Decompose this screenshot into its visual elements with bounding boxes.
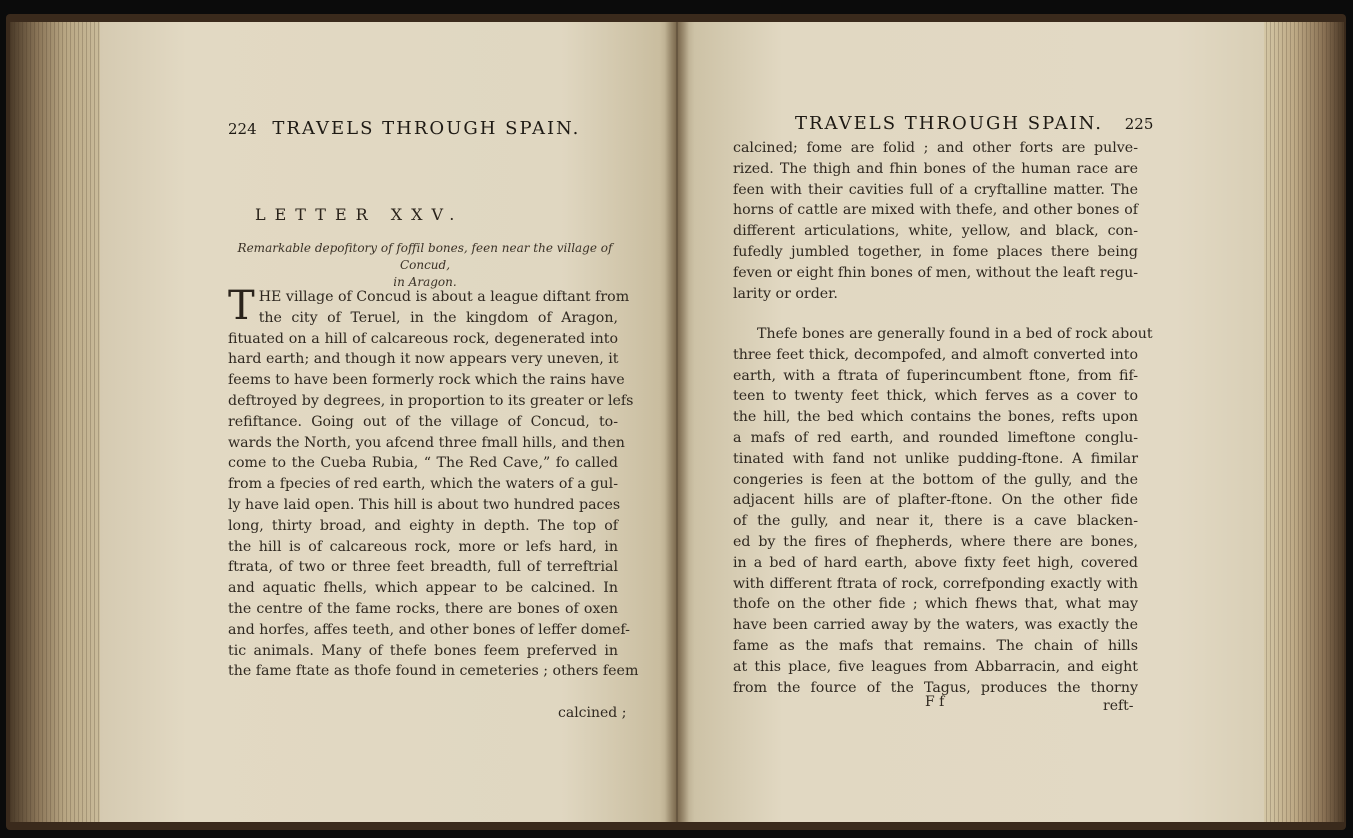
text-line: congeries is feen at the bottom of the gully, and the xyxy=(733,471,1138,488)
book-gutter xyxy=(665,22,689,822)
text-line: tic animals. Many of thefe bones feem preferved in xyxy=(228,642,618,659)
text-line: ftrata, of two or three feet breadth, full of terreftrial xyxy=(228,559,618,576)
subtitle-line: in Aragon. xyxy=(393,275,457,289)
left-running-title: TRAVELS THROUGH SPAIN. xyxy=(272,118,581,139)
text-line: from a fpecies of red earth, which the waters of a gul- xyxy=(228,476,618,493)
right-page-edges xyxy=(1262,22,1344,822)
text-line: fufedly jumbled together, in fome places there being xyxy=(733,243,1138,260)
text-line: of the gully, and near it, there is a cave blacken- xyxy=(733,513,1138,530)
left-catchword: calcined ; xyxy=(558,705,627,721)
left-page-edges xyxy=(10,22,102,822)
text-line: a mafs of red earth, and rounded limeftone conglu- xyxy=(733,429,1138,446)
text-line: earth, with a ftrata of fuperincumbent ftone, from fif- xyxy=(733,367,1138,384)
text-line: the hill, the bed which contains the bones, refts upon xyxy=(733,409,1138,426)
text-line: hard earth; and though it now appears very uneven, it xyxy=(228,351,619,368)
text-line: at this place, five leagues from Abbarracin, and eight xyxy=(733,658,1138,675)
text-line: teen to twenty feet thick, which ferves as a cover to xyxy=(733,388,1138,405)
text-line: long, thirty broad, and eighty in depth. The top of xyxy=(228,517,618,534)
text-line: adjacent hills are of plafter-ftone. On the other fide xyxy=(733,492,1138,509)
text-line: refiftance. Going out of the village of Concud, to- xyxy=(228,413,618,430)
text-line: feems to have been formerly rock which the rains have xyxy=(228,372,625,389)
left-page-number: 224 xyxy=(228,120,257,138)
text-line: feen with their cavities full of a cryftalline matter. The xyxy=(733,181,1138,198)
text-line: rized. The thigh and fhin bones of the human race are xyxy=(733,160,1138,177)
signature-mark: F f xyxy=(925,694,945,710)
text-line: three feet thick, decompofed, and almoft converted into xyxy=(733,346,1138,363)
text-line: have been carried away by the waters, was exactly the xyxy=(733,617,1138,634)
text-line: calcined; fome are folid ; and other forts are pulve- xyxy=(733,140,1138,156)
text-line: thofe on the other fide ; which fhews that, what may xyxy=(733,596,1138,613)
text-line: and aquatic fhells, which appear to be calcined. In xyxy=(228,580,618,597)
text-line: the centre of the fame rocks, there are bones of oxen xyxy=(228,600,618,617)
left-body-text xyxy=(228,283,639,682)
right-running-head xyxy=(795,113,1153,134)
text-line: fame as the mafs that remains. The chain of hills xyxy=(733,637,1138,654)
text-line: ly have laid open. This hill is about two hundred paces xyxy=(228,496,621,513)
right-page-number: 225 xyxy=(1124,115,1154,133)
text-line: horns of cattle are mixed with thefe, and other bones of xyxy=(733,202,1138,219)
text-line: deftroyed by degrees, in proportion to its greater or lefs xyxy=(228,392,634,409)
text-line: tinated with fand not unlike pudding-ftone. A fimilar xyxy=(733,450,1138,467)
right-catchword: reft- xyxy=(1103,698,1134,714)
text-line: ed by the fires of fhepherds, where there are bones, xyxy=(733,533,1138,550)
right-para-2 xyxy=(733,324,1153,698)
text-line: the city of Teruel, in the kingdom of Aragon, xyxy=(258,309,618,326)
text-line: fituated on a hill of calcareous rock, degenerated into xyxy=(228,330,618,347)
text-line: the hill is of calcareous rock, more or lefs hard, in xyxy=(228,538,618,555)
text-line: HE village of Concud is about a league diftant from xyxy=(258,289,630,305)
text-line: larity or order. xyxy=(733,285,838,302)
left-running-head xyxy=(228,118,580,139)
text-line: Thefe bones are generally found in a bed of rock about xyxy=(757,326,1153,342)
text-line: from the fource of the Tagus, produces the thorny xyxy=(733,679,1138,696)
text-line: and horfes, affes teeth, and other bones of leffer domef- xyxy=(228,621,630,638)
letter-subtitle xyxy=(230,240,620,291)
subtitle-line: Remarkable depofitory of foffil bones, feen near the village of Concud, xyxy=(237,241,613,272)
text-line: the fame ftate as thofe found in cemeteries ; others feem xyxy=(228,663,639,680)
right-para-1 xyxy=(733,138,1138,304)
text-line: with different ftrata of rock, correfponding exactly with xyxy=(733,575,1138,592)
text-line: wards the North, you afcend three fmall hills, and then xyxy=(228,434,625,451)
text-line: feven or eight fhin bones of men, without the leaft regu- xyxy=(733,264,1138,281)
text-line: in a bed of hard earth, above fixty feet high, covered xyxy=(733,554,1138,571)
letter-heading: LETTER XXV. xyxy=(255,205,464,224)
right-running-title: TRAVELS THROUGH SPAIN. xyxy=(795,113,1104,134)
text-line: different articulations, white, yellow, and black, con- xyxy=(733,223,1138,240)
text-line: come to the Cueba Rubia, “ The Red Cave,” fo called xyxy=(228,455,618,472)
drop-cap: T xyxy=(228,283,255,329)
